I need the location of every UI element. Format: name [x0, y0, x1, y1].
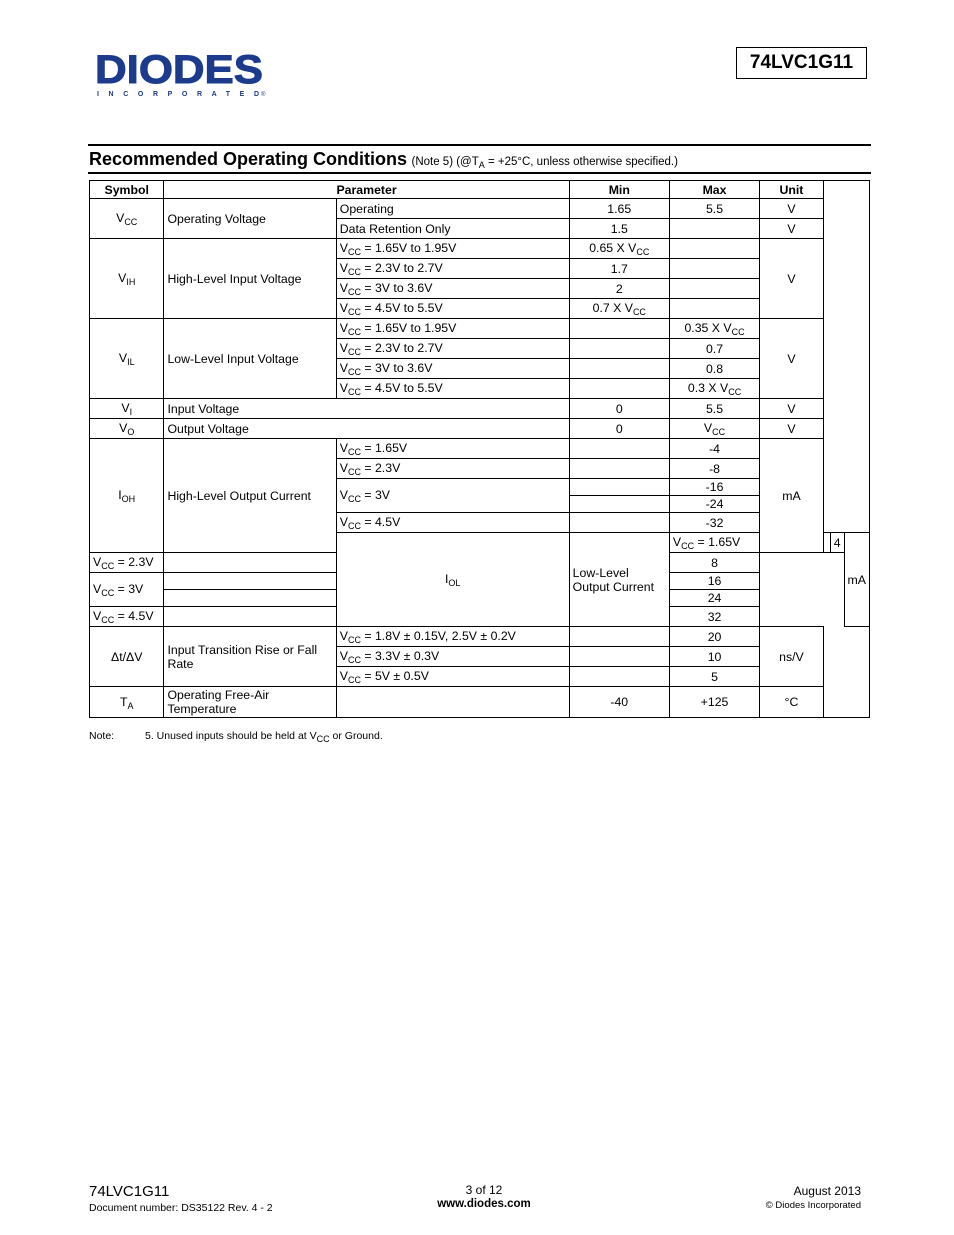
- max-cell: 32: [669, 607, 759, 627]
- min-cell: 2: [569, 279, 669, 299]
- table-row: [90, 319, 870, 339]
- min-cell: [569, 319, 669, 339]
- table-row: [90, 687, 870, 718]
- header-symbol: Symbol: [90, 181, 164, 199]
- max-cell: 5: [669, 667, 759, 687]
- parameter-cell: High-Level Output Current: [164, 439, 336, 553]
- page-number: 3 of 12: [465, 1183, 503, 1197]
- symbol-cell: Δt/ΔV: [90, 627, 164, 687]
- condition-cell: Data Retention Only: [336, 219, 569, 239]
- unit-cell: V: [760, 399, 824, 419]
- condition-cell: $V_{CC} = 2.3V$ to 2.7V: [336, 339, 569, 359]
- table-header-row: [90, 181, 870, 199]
- parameter-cell: Output Voltage: [164, 419, 569, 439]
- symbol-cell: $I_{OH}$: [90, 439, 164, 553]
- condition-cell: $V_{CC} = 4.5V$: [336, 513, 569, 533]
- max-cell: -16: [669, 479, 759, 496]
- condition-cell: $V_{CC} = 3V$: [90, 573, 164, 607]
- table-row: [90, 627, 870, 647]
- header-parameter: Parameter: [164, 181, 569, 199]
- condition-cell: $V_{CC} = 4.5V$ to 5.5V: [336, 299, 569, 319]
- symbol-cell: $V_O$: [90, 419, 164, 439]
- condition-cell: $V_{CC} = 1.65V$ to 1.95V: [336, 319, 569, 339]
- max-cell: 5.5: [669, 399, 759, 419]
- symbol-cell: $V_{IL}$: [90, 319, 164, 399]
- min-cell: [569, 459, 669, 479]
- max-cell: 4: [830, 533, 844, 553]
- condition-cell: $V_{CC} = 1.8V \pm 0.15V$, 2.5V ± 0.2V: [336, 627, 569, 647]
- max-cell: 8: [669, 553, 759, 573]
- table-row: [90, 199, 870, 219]
- footer-center: [384, 1183, 584, 1210]
- min-cell: [569, 496, 669, 513]
- max-cell: [669, 279, 759, 299]
- max-cell: 24: [669, 590, 759, 607]
- parameter-cell: High-Level Input Voltage: [164, 239, 336, 319]
- parameter-cell: Low-Level Output Current: [569, 533, 669, 627]
- footer-copyright: © Diodes Incorporated: [765, 1200, 861, 1211]
- unit-cell: °C: [760, 687, 824, 718]
- condition-cell: $V_{CC} = 1.65V$ to 1.95V: [336, 239, 569, 259]
- section-condition: (Note 5) ($@T_A = +25^\circ C$, unless otherwise specified.): [411, 156, 678, 170]
- parameter-cell: Input Voltage: [164, 399, 569, 419]
- symbol-cell: $I_{OL}$: [336, 533, 569, 627]
- unit-cell: ns/V: [760, 627, 824, 687]
- header-unit: Unit: [760, 181, 824, 199]
- condition-cell: $V_{CC} = 4.5V$: [90, 607, 164, 627]
- max-cell: [669, 299, 759, 319]
- condition-cell: $V_{CC} = 2.3V$ to 2.7V: [336, 259, 569, 279]
- header-max: Max: [669, 181, 759, 199]
- max-cell: $V_{CC}$: [669, 419, 759, 439]
- min-cell: [164, 607, 336, 627]
- condition-cell: $V_{CC} = 5V \pm 0.5V$: [336, 667, 569, 687]
- max-cell: 5.5: [669, 199, 759, 219]
- unit-cell: V: [760, 239, 824, 319]
- min-cell: [164, 573, 336, 590]
- max-cell: 0.7: [669, 339, 759, 359]
- condition-cell: $V_{CC} = 3V$: [336, 479, 569, 513]
- table-row: [90, 399, 870, 419]
- min-cell: 0.65 X $V_{CC}$: [569, 239, 669, 259]
- parameter-cell: Operating Voltage: [164, 199, 336, 239]
- min-cell: [569, 379, 669, 399]
- min-cell: [164, 553, 336, 573]
- condition-cell: $V_{CC} = 3.3V \pm 0.3V$: [336, 647, 569, 667]
- operating-conditions-table: [89, 180, 870, 718]
- max-cell: [669, 219, 759, 239]
- website-link[interactable]: www.diodes.com: [437, 1198, 531, 1210]
- max-cell: -32: [669, 513, 759, 533]
- note-text: 5. Unused inputs should be held at VCC or Ground.: [145, 730, 383, 744]
- condition-cell: $V_{CC} = 4.5V$ to 5.5V: [336, 379, 569, 399]
- condition-cell: [336, 687, 569, 718]
- footer-left: [89, 1183, 273, 1214]
- footer-document-number: Document number: DS35122 Rev. 4 - 2: [89, 1202, 273, 1214]
- min-cell: [569, 439, 669, 459]
- unit-cell: V: [760, 199, 824, 219]
- note-label: Note:: [89, 730, 115, 742]
- symbol-cell: $T_A$: [90, 687, 164, 718]
- max-cell: 10: [669, 647, 759, 667]
- condition-cell: $V_{CC} = 1.65V$: [336, 439, 569, 459]
- max-cell: -8: [669, 459, 759, 479]
- min-cell: [164, 590, 336, 607]
- min-cell: [823, 533, 830, 553]
- section-title-text: Recommended Operating Conditions: [89, 149, 408, 169]
- condition-cell: $V_{CC} = 3V$ to 3.6V: [336, 279, 569, 299]
- condition-cell: $V_{CC} = 2.3V$: [90, 553, 164, 573]
- symbol-cell: $V_I$: [90, 399, 164, 419]
- max-cell: 0.3 X $V_{CC}$: [669, 379, 759, 399]
- min-cell: [569, 479, 669, 496]
- condition-cell: $V_{CC} = 1.65V$: [669, 533, 759, 553]
- table-note: [89, 730, 383, 742]
- max-cell: -4: [669, 439, 759, 459]
- part-number-box: 74LVC1G11: [736, 47, 867, 79]
- symbol-cell: $V_{CC}$: [90, 199, 164, 239]
- parameter-cell: Operating Free-Air Temperature: [164, 687, 336, 718]
- max-cell: [669, 239, 759, 259]
- unit-cell: V: [760, 219, 824, 239]
- min-cell: -40: [569, 687, 669, 718]
- table-row: [90, 239, 870, 259]
- min-cell: [569, 667, 669, 687]
- min-cell: [569, 513, 669, 533]
- unit-cell: V: [760, 319, 824, 399]
- min-cell: [569, 627, 669, 647]
- condition-cell: Operating: [336, 199, 569, 219]
- min-cell: [569, 359, 669, 379]
- min-cell: [569, 339, 669, 359]
- min-cell: 1.5: [569, 219, 669, 239]
- min-cell: 0.7 X $V_{CC}$: [569, 299, 669, 319]
- min-cell: 1.65: [569, 199, 669, 219]
- max-cell: 20: [669, 627, 759, 647]
- condition-cell: $V_{CC} = 2.3V$: [336, 459, 569, 479]
- unit-cell: V: [760, 419, 824, 439]
- svg-text:®: ®: [261, 92, 266, 98]
- max-cell: +125: [669, 687, 759, 718]
- min-cell: 0: [569, 399, 669, 419]
- unit-cell: mA: [844, 533, 869, 627]
- min-cell: [569, 647, 669, 667]
- diodes-logo: [95, 52, 270, 102]
- table-row: [90, 419, 870, 439]
- min-cell: 0: [569, 419, 669, 439]
- max-cell: 0.35 X $V_{CC}$: [669, 319, 759, 339]
- table-row: [90, 439, 870, 459]
- footer-part-number: 74LVC1G11: [89, 1183, 170, 1200]
- svg-text:INCORPORATED: INCORPORATED: [97, 91, 259, 98]
- max-cell: 0.8: [669, 359, 759, 379]
- section-rule-top: [88, 144, 871, 146]
- header-min: Min: [569, 181, 669, 199]
- min-cell: 1.7: [569, 259, 669, 279]
- footer-date: August 2013: [793, 1184, 861, 1198]
- section-title: [89, 149, 678, 170]
- footer-right: [766, 1184, 861, 1211]
- symbol-cell: $V_{IH}$: [90, 239, 164, 319]
- parameter-cell: Input Transition Rise or Fall Rate: [164, 627, 336, 687]
- parameter-cell: Low-Level Input Voltage: [164, 319, 336, 399]
- condition-cell: $V_{CC} = 3V$ to 3.6V: [336, 359, 569, 379]
- max-cell: 16: [669, 573, 759, 590]
- max-cell: [669, 259, 759, 279]
- svg-text:DIODES: DIODES: [95, 52, 263, 92]
- unit-cell: mA: [760, 439, 824, 553]
- section-rule-bottom: [88, 172, 871, 174]
- max-cell: -24: [669, 496, 759, 513]
